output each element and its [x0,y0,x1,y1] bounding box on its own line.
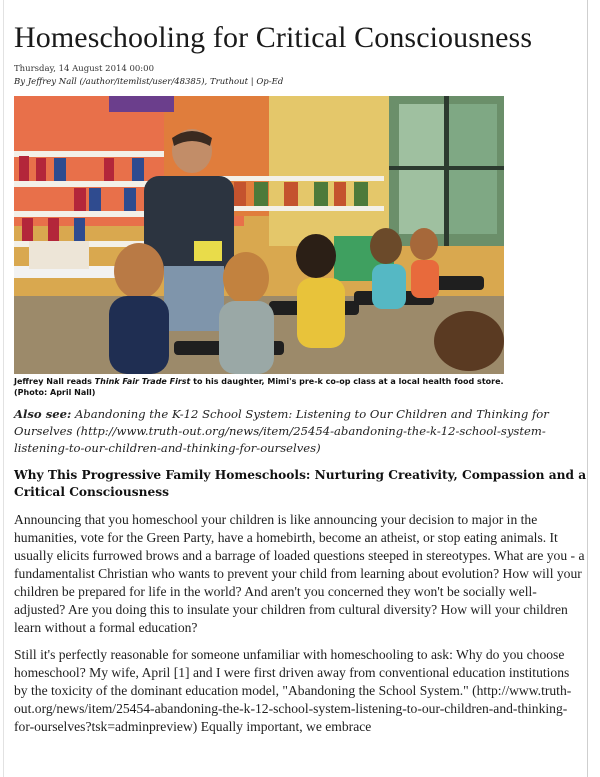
caption-suffix: to his daughter, Mimi's pre-k co-op class at a local health food store. (Photo: April Nall) [14,377,504,397]
article-date: Thursday, 14 August 2014 00:00 [14,64,154,74]
section-heading: Why This Progressive Family Homeschools: Nurturing Creativity, Compassion and a Critical Consciousness [14,468,587,499]
see-also-link[interactable]: Abandoning the K-12 School System: Listening to Our Children and Thinking for Ourselves (http://www.truth-out.org/news/item/25454-abandoning-the-k-12-school-system-listening-to-our-children-and-thinking-for-ourselves) [14,407,549,455]
article-title: Homeschooling for Critical Consciousness [14,21,533,54]
body-paragraph-1: Announcing that you homeschool your children is like announcing your decision to major in the humanities, vote for the Green Party, have a homebirth, become an atheist, or stop eating animals. It usually elicits furrowed brows and a barrage of loaded questions steeped in stereotypes. What are you - a fundamentalist Christian who wants to prevent your child from learning about evolution? How will your children be prepared for life in the world? And aren't you concerned they won't be socially well-adjusted? Are you doing this to insulate your children from cultural diversity? How will your children learn without a formal education? [14,512,585,635]
photo-caption [14,377,504,398]
body-paragraph-2: Still it's perfectly reasonable for someone unfamiliar with homeschooling to ask: Why do you choose homeschool? My wife, April [1] and I were first driven away from conventional education institutions by the toxicity of the dominant education model, "Abandoning the School System." (http://www.truth-out.org/news/item/25454-abandoning-the-k-12-school-system-listening-to-our-children-and-thinking-for-ourselves?tsk=adminpreview) Equally important, we embrace [14,647,572,734]
see-also-note [14,406,584,457]
page-right-border [587,0,588,777]
store-reading-photo-illustration [14,96,504,374]
caption-prefix: Jeffrey Nall reads [14,377,95,386]
article-byline: By Jeffrey Nall (/author/itemlist/user/48385), Truthout | Op-Ed [14,77,284,87]
page-left-border [3,0,4,777]
article-photo [14,96,504,374]
caption-book-title: Think Fair Trade First [94,377,191,386]
see-also-lead: Also see: [14,407,72,421]
